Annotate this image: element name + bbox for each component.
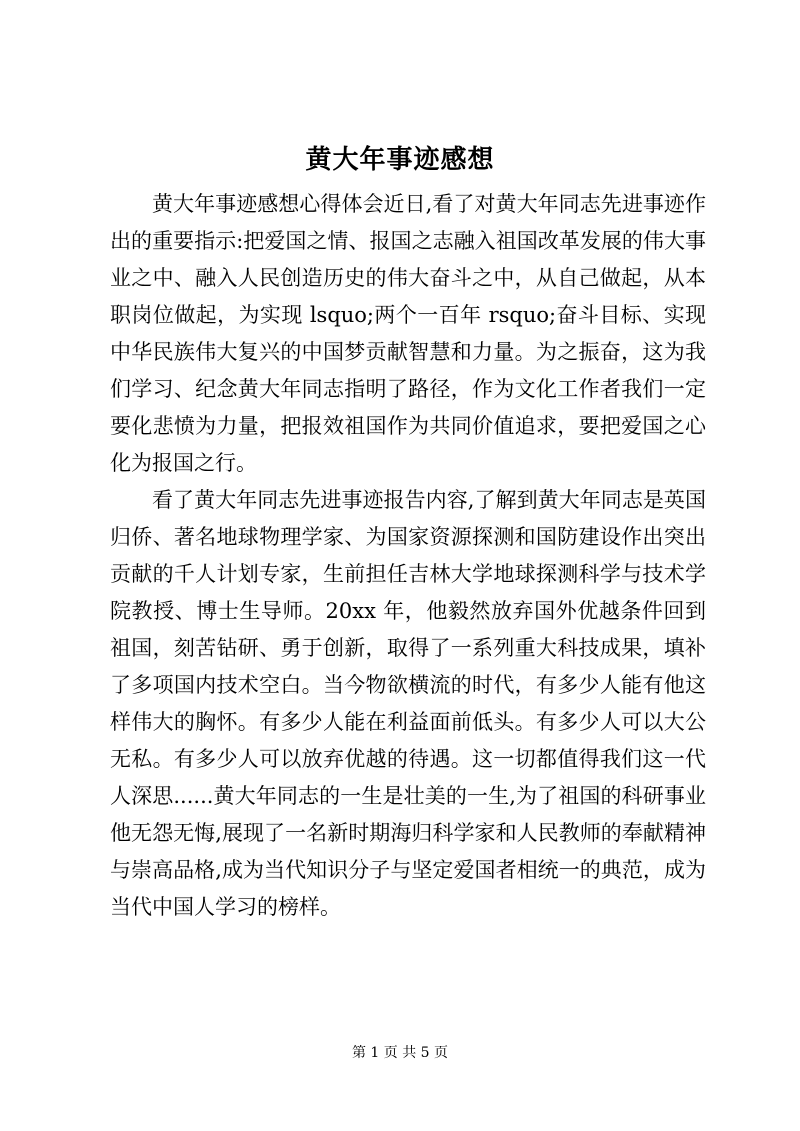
paragraph-1: 黄大年事迹感想心得体会近日,看了对黄大年同志先进事迹作出的重要指示:把爱国之情、报国之志融入祖国改革发展的伟大事业之中、融入人民创造历史的伟大奋斗之中，从自己做起，从本职岗位做起，为实现 lsquo;两个一百年 rsquo;奋斗目标、实现中华民族伟大复兴的中国梦贡献智慧和力量。为之振奋，这为我们学习、纪念黄大年同志指明了路径，作为文化工作者我们一定要化悲愤为力量，把报效祖国作为共同价值追求，要把爱国之心化为报国之行。 [110, 192, 706, 475]
paragraph-2: 看了黄大年同志先进事迹报告内容,了解到黄大年同志是英国归侨、著名地球物理学家、为国家资源探测和国防建设作出突出贡献的千人计划专家，生前担任吉林大学地球探测科学与技术学院教授、博士生导师。20xx 年，他毅然放弃国外优越条件回到祖国，刻苦钻研、勇于创新，取得了一系列重大科技成果，填补了多项国内技术空白。当今物欲横流的时代，有多少人能有他这样伟大的胸怀。有多少人能在利益面前低头。有多少人可以大公无私。有多少人可以放弃优越的待遇。这一切都值得我们这一代人深思......黄大年同志的一生是壮美的一生,为了祖国的科研事业他无怨无悔,展现了一名新时期海归科学家和人民教师的奉献精神与崇高品格,成为当代知识分子与坚定爱国者相统一的典范，成为当代中国人学习的榜样。 [110, 488, 706, 919]
document-title: 黄大年事迹感想 [305, 145, 495, 175]
document-body [110, 186, 706, 926]
page-footer: 第 1 页 共 5 页 [351, 1045, 449, 1061]
